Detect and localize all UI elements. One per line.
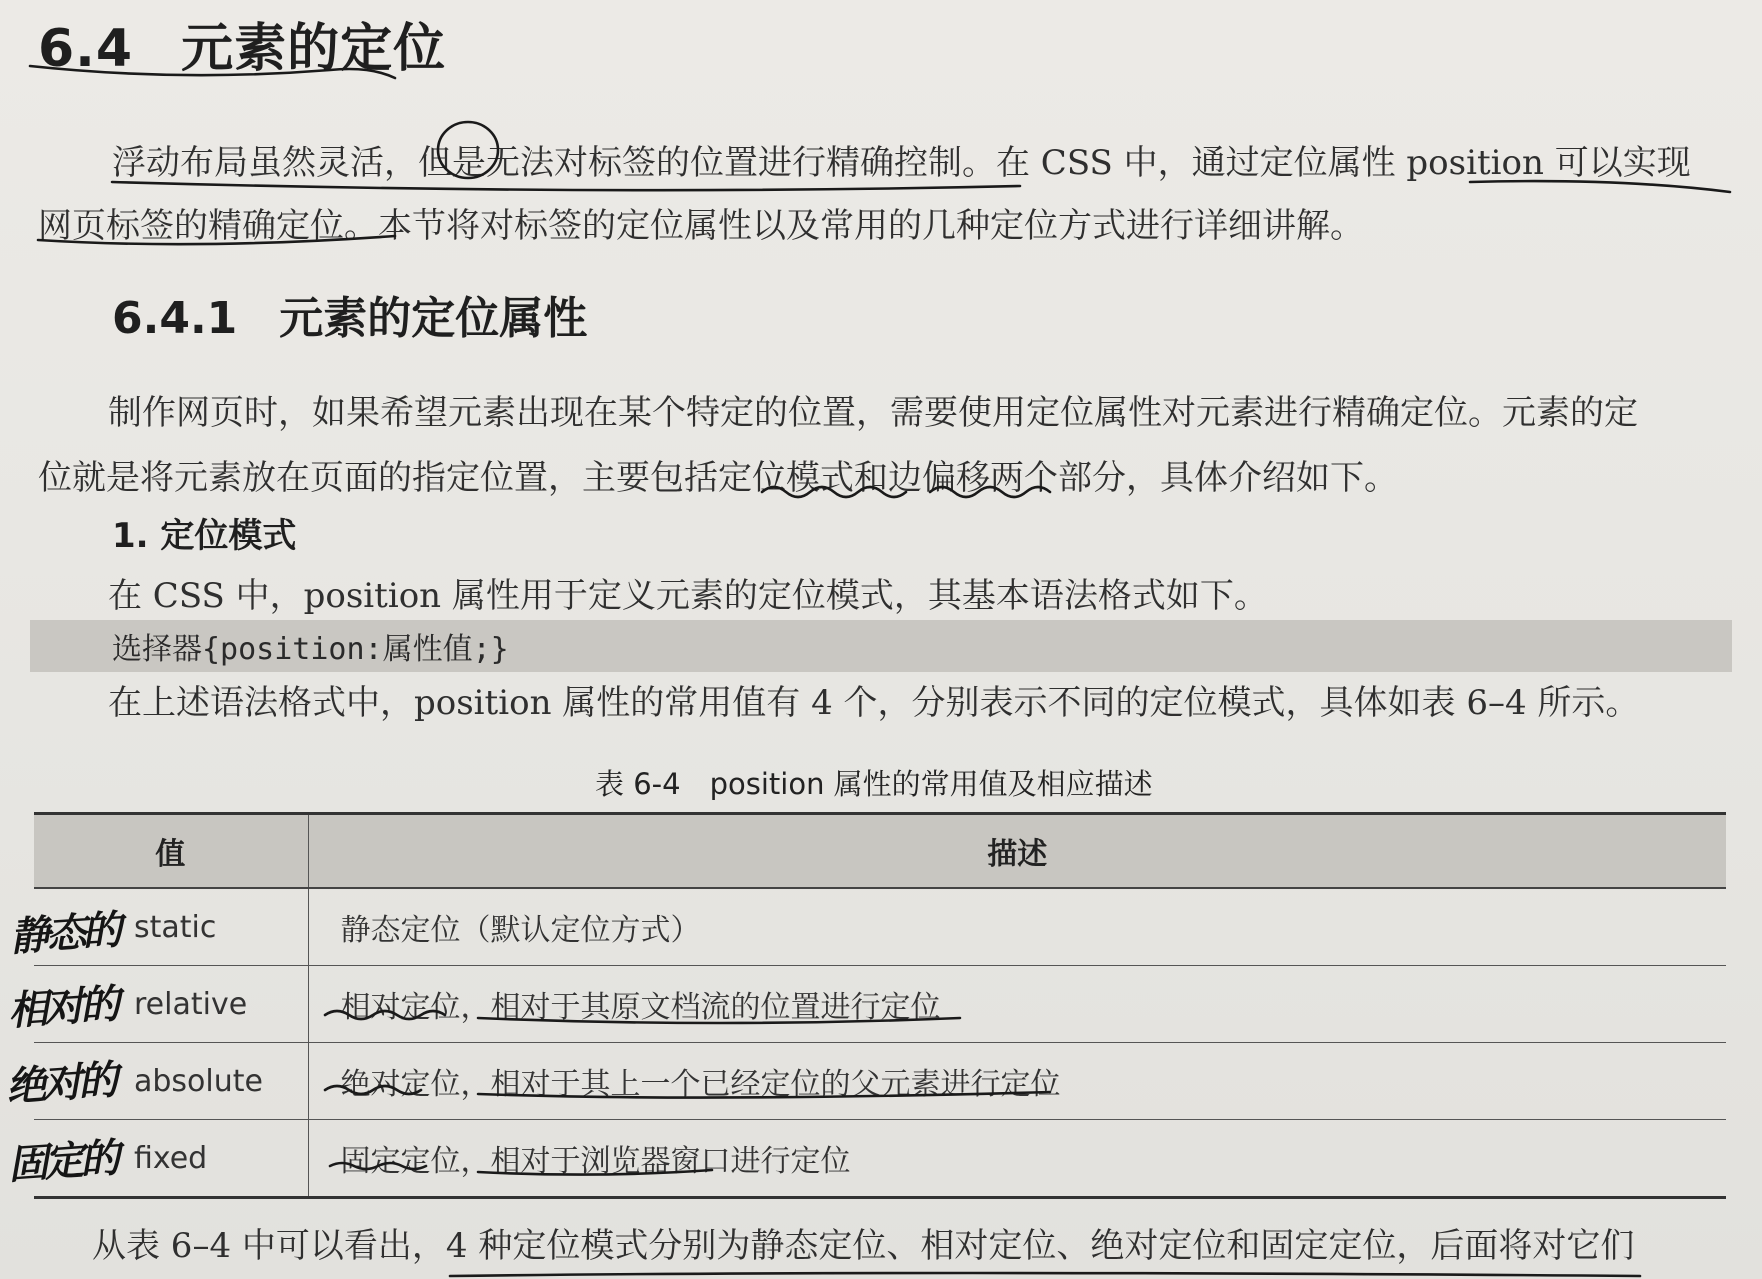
handwritten-note-absolute: 绝对的 [4, 1056, 116, 1111]
intro-line-2: 网页标签的精确定位。本节将对标签的定位属性以及常用的几种定位方式进行详细讲解。 [38, 206, 1364, 246]
para4: 从表 6–4 中可以看出，4 种定位模式分别为静态定位、相对定位、绝对定位和固定定位，后面将对它们 [92, 1226, 1635, 1266]
table-caption: 表 6-4 position 属性的常用值及相应描述 [595, 767, 1153, 801]
code-close: ;} [472, 632, 509, 667]
table-row [34, 966, 1726, 1043]
para1-line-2: 位就是将元素放在页面的指定位置，主要包括定位模式和边偏移两个部分，具体介绍如下。 [38, 458, 1398, 498]
handwritten-note-static: 静态的 [8, 906, 120, 961]
code-selector: 选择器 [112, 632, 202, 667]
table-row [34, 1120, 1726, 1198]
value-cell: static [34, 888, 308, 966]
section-heading [38, 6, 446, 81]
description-cell: 固定定位，相对于浏览器窗口进行定位 [308, 1120, 1726, 1198]
code-syntax [112, 624, 509, 668]
section-number: 6.4 [38, 19, 134, 79]
description-cell: 绝对定位，相对于其上一个已经定位的父元素进行定位 [308, 1043, 1726, 1120]
table-row [34, 1043, 1726, 1120]
handwritten-note-relative: 相对的 [6, 980, 118, 1035]
table-header-row [34, 814, 1726, 889]
para3: 在上述语法格式中，position 属性的常用值有 4 个，分别表示不同的定位模式，具体如表 6–4 所示。 [108, 683, 1640, 723]
heading-positioning-mode: 1. 定位模式 [112, 516, 297, 556]
table-row [34, 888, 1726, 966]
section-title: 元素的定位 [181, 19, 447, 79]
code-value: 属性值 [382, 632, 473, 667]
para1-line-1: 制作网页时，如果希望元素出现在某个特定的位置，需要使用定位属性对元素进行精确定位。元素的定 [108, 393, 1638, 433]
code-open: {position: [202, 632, 383, 667]
description-cell: 静态定位（默认定位方式） [308, 888, 1726, 966]
position-values-table [34, 812, 1726, 1199]
header-value: 值 [34, 814, 308, 889]
intro-line-1: 浮动布局虽然灵活，但是无法对标签的位置进行精确控制。在 CSS 中，通过定位属性 position 可以实现 [112, 143, 1691, 183]
header-description: 描述 [308, 814, 1726, 889]
description-cell: 相对定位，相对于其原文档流的位置进行定位 [308, 966, 1726, 1043]
value-cell: fixed [34, 1120, 308, 1198]
handwritten-note-fixed: 固定的 [6, 1134, 118, 1189]
subsection-number: 6.4.1 [112, 293, 238, 344]
subsection-heading [112, 282, 587, 346]
value-cell: absolute [34, 1043, 308, 1120]
para2: 在 CSS 中，position 属性用于定义元素的定位模式，其基本语法格式如下。 [108, 576, 1268, 616]
subsection-title: 元素的定位属性 [279, 293, 588, 344]
value-cell: relative [34, 966, 308, 1043]
